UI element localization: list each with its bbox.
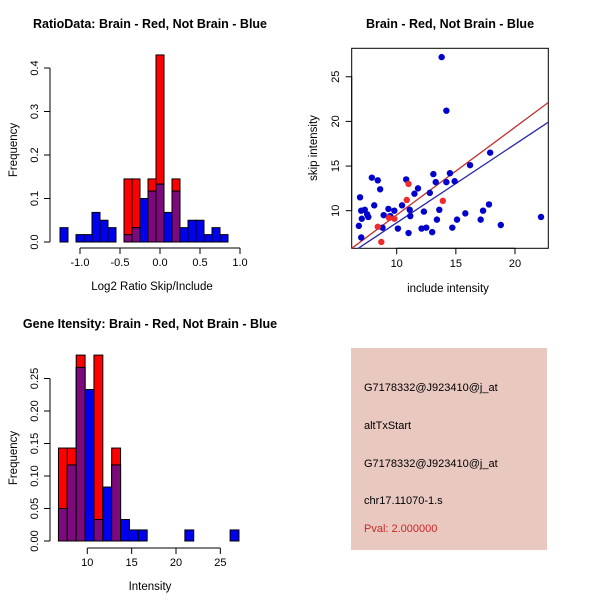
pval-line: Pval: 2.000000	[364, 523, 438, 535]
gene-intensity-histogram-plot	[0, 300, 300, 600]
hist-bar-blue	[92, 212, 100, 242]
hist-bar-blue	[140, 199, 148, 243]
plot-box	[352, 48, 549, 248]
hist-bar-blue	[185, 530, 194, 541]
scatter-point-not-brain	[430, 171, 436, 177]
x-axis-label: Intensity	[128, 581, 172, 593]
scatter-point-not-brain	[449, 224, 455, 230]
hist-bar-blue	[230, 530, 239, 541]
hist-bar-overlap	[76, 367, 85, 541]
hist-bar-overlap	[156, 184, 164, 242]
x-tick-label: -1.0	[70, 257, 90, 269]
x-tick-label: 25	[214, 557, 227, 569]
y-tick-label: 15	[330, 159, 342, 173]
scatter-point-not-brain	[377, 186, 383, 192]
probeset-id-line-2: G7178332@J923410@j_at	[364, 458, 498, 470]
scatter-point-not-brain	[407, 207, 413, 213]
scatter-point-brain	[440, 198, 446, 204]
hist-bar-blue	[220, 235, 228, 242]
scatter-point-not-brain	[356, 223, 362, 229]
scatter-point-not-brain	[391, 208, 397, 214]
scatter-point-brain	[391, 216, 397, 222]
gene-info-box	[351, 348, 547, 550]
hist-bar-red	[94, 355, 103, 541]
x-tick-label: 0.5	[192, 257, 208, 269]
scatter-point-not-brain	[477, 216, 483, 222]
hist-bar-overlap	[112, 465, 121, 541]
scatter-point-not-brain	[427, 190, 433, 196]
x-tick-label: 1.0	[232, 257, 248, 269]
scatter-point-not-brain	[375, 177, 381, 183]
scatter-point-not-brain	[395, 225, 401, 231]
hist-bar-blue	[180, 228, 188, 242]
y-tick-label: 0.2	[29, 147, 41, 163]
x-tick-label: 10	[81, 557, 94, 569]
y-axis-label: Frequency	[8, 430, 20, 486]
hist-bar-blue	[188, 220, 196, 242]
y-tick-label: 25	[330, 70, 342, 83]
scatter-point-not-brain	[443, 107, 449, 113]
hist-bar-overlap	[94, 520, 103, 541]
scatter-point-not-brain	[357, 194, 363, 200]
scatter-point-brain	[405, 181, 411, 187]
scatter-point-not-brain	[454, 216, 460, 222]
probeset-id-line: G7178332@J923410@j_at	[364, 382, 498, 394]
locus-line: chr17.11070-1.s	[364, 495, 443, 507]
y-tick-label: 20	[330, 115, 342, 128]
hist-bar-overlap	[58, 509, 67, 542]
hist-bar-blue	[85, 390, 94, 541]
x-axis-label: include intensity	[407, 283, 489, 295]
hist-bar-blue	[76, 235, 84, 242]
y-tick-label: 0.3	[29, 103, 41, 120]
scatter-point-not-brain	[411, 191, 417, 197]
scatter-point-not-brain	[443, 179, 449, 185]
scatter-point-brain	[375, 224, 381, 230]
x-tick-label: 20	[508, 258, 522, 270]
panel-gene-intensity-histogram	[0, 300, 300, 600]
y-tick-label: 0.05	[29, 497, 41, 520]
scatter-point-not-brain	[486, 201, 492, 207]
scatter-point-not-brain	[369, 174, 375, 180]
intensity-scatter-plot	[300, 0, 600, 300]
scatter-point-not-brain	[434, 216, 440, 222]
hist-bar-overlap	[172, 191, 180, 242]
scatter-point-brain	[378, 239, 384, 245]
x-tick-label: 0.0	[152, 257, 168, 269]
hist-bar-blue	[100, 220, 108, 242]
scatter-point-not-brain	[438, 54, 444, 60]
scatter-point-not-brain	[358, 234, 364, 240]
gene-histogram-title: Gene Itensity: Brain - Red, Not Brain - Blue	[22, 317, 278, 331]
y-tick-label: 0.00	[29, 530, 41, 552]
scatter-point-not-brain	[487, 149, 493, 155]
scatter-point-not-brain	[407, 213, 413, 219]
scatter-point-not-brain	[498, 222, 504, 228]
scatter-point-not-brain	[421, 208, 427, 214]
hist-bar-blue	[196, 220, 204, 242]
x-tick-label: -0.5	[110, 257, 130, 269]
scatter-point-not-brain	[399, 202, 405, 208]
panel-gene-info	[300, 300, 600, 600]
scatter-point-not-brain	[359, 216, 365, 222]
hist-bar-overlap	[67, 465, 76, 541]
scatter-point-brain	[404, 197, 410, 203]
scatter-point-not-brain	[371, 202, 377, 208]
scatter-title: Brain - Red, Not Brain - Blue	[365, 17, 535, 31]
scatter-point-not-brain	[538, 214, 544, 220]
hist-bar-blue	[129, 530, 138, 541]
hist-bar-blue	[204, 235, 212, 242]
x-tick-label: 20	[169, 557, 183, 569]
hist-bar-overlap	[124, 235, 132, 242]
x-tick-label: 15	[449, 258, 462, 270]
scatter-point-not-brain	[385, 206, 391, 212]
scatter-point-not-brain	[405, 230, 411, 236]
hist-bar-blue	[138, 530, 147, 541]
scatter-point-brain	[386, 215, 392, 221]
panel-intensity-scatter	[300, 0, 600, 300]
hist-bar-blue	[164, 212, 172, 242]
scatter-point-not-brain	[467, 162, 473, 168]
scatter-point-not-brain	[447, 170, 453, 176]
ratio-histogram-plot	[0, 0, 300, 300]
scatter-point-not-brain	[436, 207, 442, 213]
hist-bar-blue	[103, 487, 112, 541]
y-axis-label: skip intensity	[308, 115, 320, 181]
y-tick-label: 10	[330, 204, 342, 217]
scatter-point-not-brain	[480, 208, 486, 214]
hist-bar-blue	[60, 228, 68, 242]
y-tick-label: 0.15	[29, 432, 41, 455]
scatter-point-not-brain	[462, 210, 468, 216]
y-tick-label: 0.10	[29, 465, 41, 487]
scatter-point-not-brain	[429, 229, 435, 235]
hist-bar-blue	[108, 228, 116, 242]
hist-bar-blue	[121, 520, 130, 541]
scatter-point-not-brain	[365, 214, 371, 220]
x-axis-label: Log2 Ratio Skip/Include	[91, 281, 213, 293]
x-tick-label: 10	[390, 258, 403, 270]
scatter-point-not-brain	[415, 185, 421, 191]
y-axis-label: Frequency	[8, 122, 20, 178]
event-type-line: altTxStart	[364, 420, 412, 432]
hist-bar-blue	[84, 235, 92, 242]
scatter-point-not-brain	[451, 178, 457, 184]
panel-ratio-histogram	[0, 0, 300, 300]
y-tick-label: 0.20	[29, 400, 41, 422]
y-tick-label: 0.0	[29, 234, 41, 250]
hist-bar-red	[124, 179, 132, 242]
hist-bar-overlap	[132, 228, 140, 242]
ratio-histogram-title: RatioData: Brain - Red, Not Brain - Blue	[32, 17, 268, 31]
scatter-point-not-brain	[433, 179, 439, 185]
x-tick-label: 15	[125, 557, 138, 569]
y-tick-label: 0.25	[29, 367, 41, 390]
hist-bar-blue	[212, 228, 220, 242]
y-tick-label: 0.4	[29, 60, 41, 76]
scatter-point-not-brain	[423, 224, 429, 230]
hist-bar-overlap	[148, 191, 156, 242]
y-tick-label: 0.1	[29, 190, 41, 207]
